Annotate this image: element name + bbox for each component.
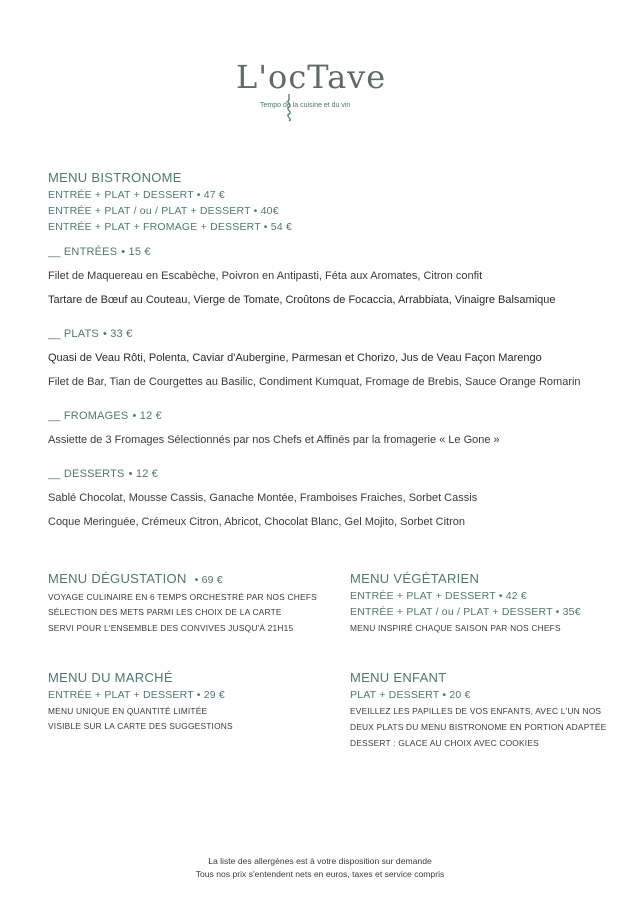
- dish-item: Filet de Maquereau en Escabèche, Poivron en Antipasti, Féta aux Aromates, Citron confit: [48, 270, 483, 282]
- section-heading-plats: [48, 328, 132, 340]
- enfant-formula: PLAT + DESSERT • 20 €: [350, 689, 471, 701]
- section-price: • 12 €: [132, 410, 162, 422]
- section-price: • 12 €: [128, 468, 159, 480]
- menu-description-line: DESSERT : GLACE AU CHOIX AVEC COOKIES: [350, 738, 539, 748]
- menu-description-line: VOYAGE CULINAIRE EN 6 TEMPS ORCHESTRÉ PAR NOS CHEFS: [48, 592, 317, 602]
- dish-item: Coque Meringuée, Crémeux Citron, Abricot, Chocolat Blanc, Gel Mojito, Sorbet Citron: [48, 516, 465, 528]
- section-title: __ FROMAGES: [48, 410, 129, 422]
- section-heading-desserts: [48, 468, 158, 480]
- dish-item: Tartare de Bœuf au Couteau, Vierge de Tomate, Croûtons de Focaccia, Arrabbiata, Vinaigre Balsamique: [48, 294, 556, 306]
- dish-item: Sablé Chocolat, Mousse Cassis, Ganache Montée, Framboises Fraiches, Sorbet Cassis: [48, 492, 478, 504]
- menu-description-line: EVEILLEZ LES PAPILLES DE VOS ENFANTS, AVEC L'UN NOS: [350, 706, 602, 716]
- logo-wordmark: L'ocTave: [236, 58, 387, 96]
- section-title: __ DESSERTS: [48, 468, 125, 480]
- marche-title: MENU DU MARCHÉ: [48, 670, 173, 685]
- vegetarien-title: MENU VÉGÉTARIEN: [350, 571, 480, 586]
- enfant-title: MENU ENFANT: [350, 670, 447, 685]
- menu-description-line: SERVI POUR L'ENSEMBLE DES CONVIVES JUSQU'À 21H15: [48, 623, 294, 633]
- vegetarien-formula: ENTRÉE + PLAT + DESSERT • 42 €: [350, 590, 527, 602]
- menu-description-line: MENU UNIQUE EN QUANTITÉ LIMITÉE: [48, 706, 208, 716]
- bistronome-formula: ENTRÉE + PLAT / ou / PLAT + DESSERT • 40€: [48, 205, 279, 217]
- dish-item: Filet de Bar, Tian de Courgettes au Basilic, Condiment Kumquat, Fromage de Brebis, Sauce Orange Romarin: [48, 376, 581, 388]
- logo-tagline: Tempo de la cuisine et du vin: [260, 102, 351, 109]
- menu-description-line: SÉLECTION DES METS PARMI LES CHOIX DE LA CARTE: [48, 607, 282, 617]
- dish-item: Assiette de 3 Fromages Sélectionnés par nos Chefs et Affinés par la fromagerie « Le Gone »: [48, 434, 500, 446]
- bistronome-formula: ENTRÉE + PLAT + FROMAGE + DESSERT • 54 €: [48, 221, 293, 233]
- menu-description-line: MENU INSPIRÉ CHAQUE SAISON PAR NOS CHEFS: [350, 623, 561, 633]
- dish-item: Quasi de Veau Rôti, Polenta, Caviar d'Aubergine, Parmesan et Chorizo, Jus de Veau Façon Marengo: [48, 352, 542, 364]
- section-title: __ PLATS: [48, 328, 99, 340]
- price-notice: Tous nos prix s'entendent nets en euros, taxes et service compris: [195, 869, 445, 879]
- section-heading-entrees: [48, 246, 151, 258]
- restaurant-logo: [236, 58, 386, 128]
- vegetarien-formula: ENTRÉE + PLAT / ou / PLAT + DESSERT • 35€: [350, 606, 581, 618]
- degustation-price: • 69 €: [194, 574, 223, 586]
- degustation-title: MENU DÉGUSTATION: [48, 571, 187, 586]
- bistronome-formula: ENTRÉE + PLAT + DESSERT • 47 €: [48, 189, 225, 201]
- section-price: • 33 €: [102, 328, 133, 340]
- section-heading-fromages: [48, 410, 162, 422]
- marche-formula: ENTRÉE + PLAT + DESSERT • 29 €: [48, 689, 225, 701]
- corkscrew-icon: [284, 94, 294, 124]
- section-title: __ ENTRÉES: [48, 246, 118, 258]
- allergen-notice: La liste des allergènes est à votre disposition sur demande: [208, 856, 432, 866]
- menu-description-line: VISIBLE SUR LA CARTE DES SUGGESTIONS: [48, 721, 233, 731]
- bistronome-title: MENU BISTRONOME: [48, 170, 182, 185]
- degustation-heading: [48, 571, 223, 586]
- menu-description-line: DEUX PLATS DU MENU BISTRONOME EN PORTION ADAPTÉE: [350, 722, 607, 732]
- section-price: • 15 €: [121, 246, 151, 258]
